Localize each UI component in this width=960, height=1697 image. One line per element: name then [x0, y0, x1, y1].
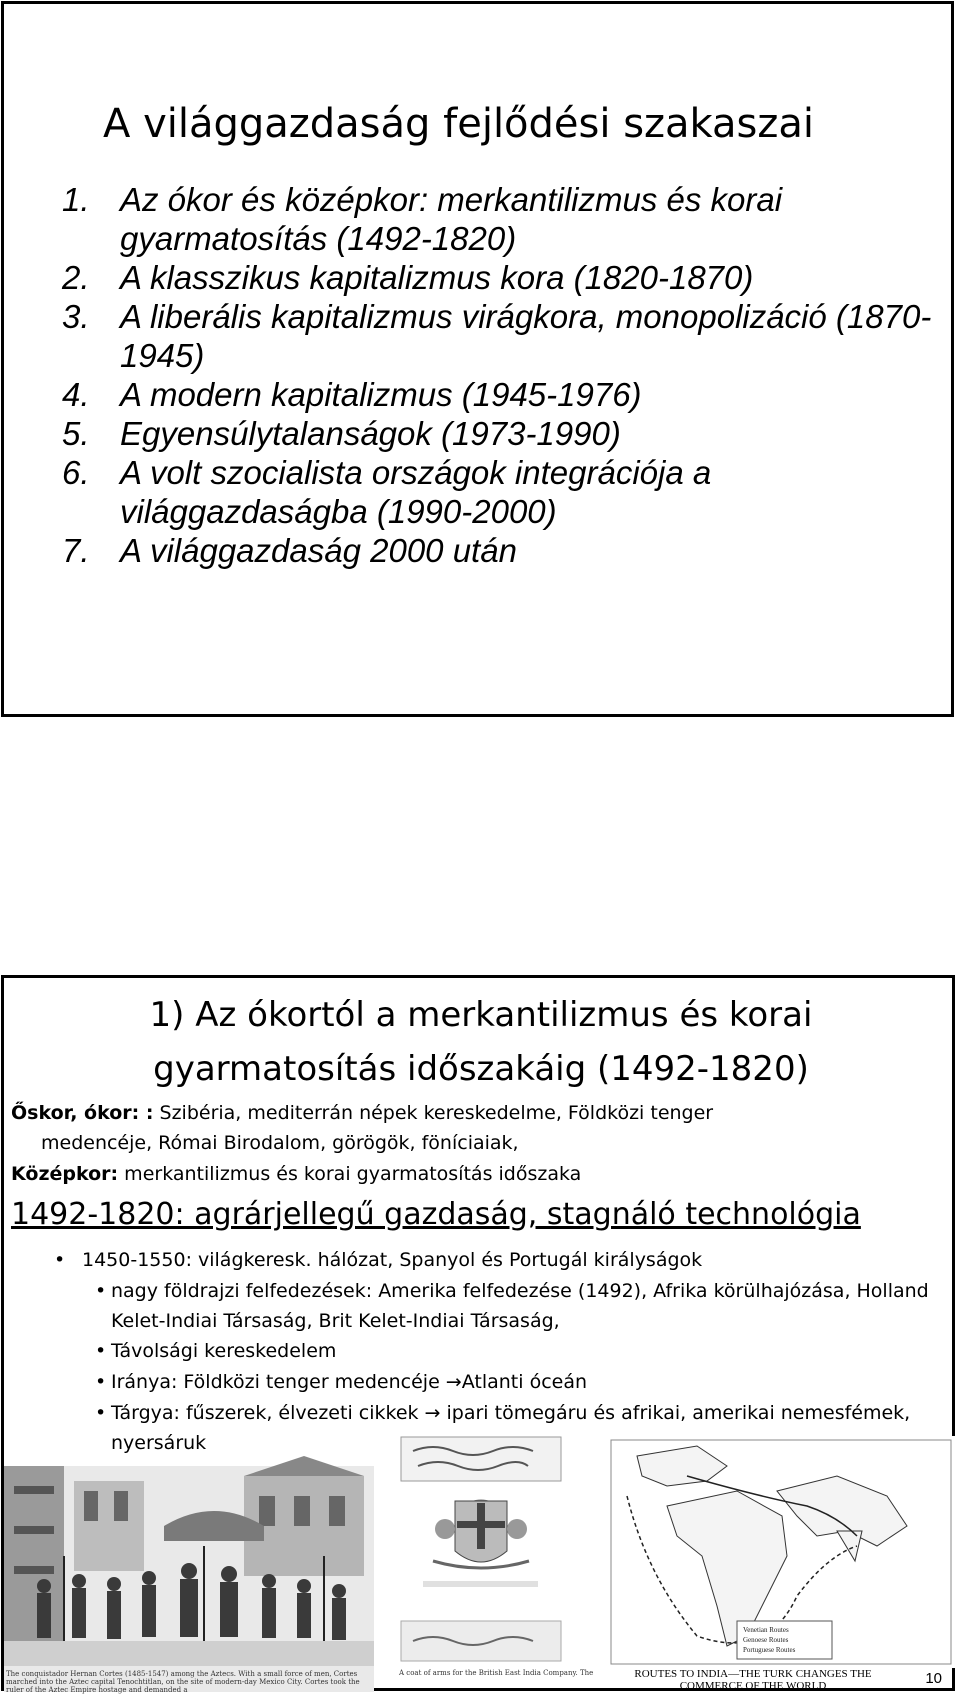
stage-text: Az ókor és középkor: merkantilizmus és korai gyarmatosítás (1492-1820) — [120, 181, 783, 257]
map-legend-portuguese: Portuguese Routes — [743, 1646, 796, 1654]
sub-bullet — [95, 1336, 941, 1366]
stage-item — [62, 180, 942, 258]
stage-item — [62, 375, 942, 414]
bullet-level-1 — [54, 1245, 703, 1275]
map-caption-line-2: COMMERCE OF THE WORLD — [679, 1680, 827, 1692]
sub-bullet — [95, 1276, 941, 1336]
bullet-level-1-text: 1450-1550: világkeresk. hálózat, Spanyol és Portugál királyságok — [82, 1249, 703, 1271]
bullet-dot-icon: • — [95, 1340, 107, 1362]
stage-item — [62, 297, 942, 375]
slide-2-title-line-1: 1) Az ókortól a merkantilizmus és korai — [149, 995, 813, 1035]
sub-bullet — [95, 1367, 941, 1397]
stage-number: 6. — [62, 454, 90, 491]
bullet-dot-icon: • — [54, 1249, 66, 1271]
stage-text: A volt szocialista országok integrációja a világgazdaságba (1990-2000) — [120, 454, 712, 530]
stage-text: A liberális kapitalizmus virágkora, monopolizáció (1870-1945) — [120, 298, 932, 374]
cortes-engraving-image — [4, 1466, 374, 1692]
stage-text: A világgazdaság 2000 után — [120, 532, 517, 569]
middle-ages-label: Középkor: — [11, 1163, 119, 1185]
page-number-bottom: 10 — [925, 1670, 942, 1687]
stage-text: A klasszikus kapitalizmus kora (1820-1870) — [120, 259, 754, 296]
stage-number: 1. — [62, 181, 90, 218]
stage-item — [62, 414, 942, 453]
coat-of-arms-illustration — [393, 1431, 568, 1684]
sub-bullet-text: Távolsági kereskedelem — [111, 1340, 337, 1362]
bullet-dot-icon: • — [95, 1280, 107, 1302]
coat-of-arms-caption: A coat of arms for the British East India Company. The — [399, 1669, 594, 1677]
map-caption — [618, 1668, 888, 1692]
stage-text: A modern kapitalizmus (1945-1976) — [120, 376, 642, 413]
slide-1-title: A világgazdaság fejlődési szakaszai — [103, 101, 814, 147]
engraving-caption: The conquistador Hernan Cortes (1485-1547) among the Aztecs. With a small force of men, Cortes marched into the Aztec capital Tenochtitlan, on the site of modern-day Mexico City. Cortes took the ruler of the Aztec Empire hostage and demanded a — [6, 1670, 360, 1694]
engraving-illustration — [4, 1466, 374, 1692]
stage-number: 4. — [62, 376, 90, 413]
ancient-era-text: Szibéria, mediterrán népek kereskedelme, Földközi tenger — [153, 1102, 714, 1124]
period-headline: 1492-1820: agrárjellegű gazdaság, stagnáló technológia — [11, 1197, 861, 1232]
stage-number: 5. — [62, 415, 90, 452]
map-legend-genoese: Genoese Routes — [743, 1636, 789, 1644]
stage-number: 7. — [62, 532, 90, 569]
slide-1 — [1, 1, 954, 717]
stage-item — [62, 453, 942, 531]
ancient-era-continuation: medencéje, Római Birodalom, görögök, föníciaiak, — [41, 1132, 519, 1154]
trade-routes-map-image — [607, 1436, 955, 1668]
stage-text: Egyensúlytalanságok (1973-1990) — [120, 415, 621, 452]
bullet-dot-icon: • — [95, 1371, 107, 1393]
routes-map-illustration — [607, 1436, 955, 1668]
middle-ages-text: merkantilizmus és korai gyarmatosítás időszaka — [118, 1163, 582, 1185]
coat-of-arms-image — [393, 1431, 594, 1684]
stage-item — [62, 258, 942, 297]
map-legend-venetian: Venetian Routes — [743, 1626, 789, 1634]
bullet-dot-icon: • — [95, 1402, 107, 1424]
stage-number: 3. — [62, 298, 90, 335]
stage-number: 2. — [62, 259, 90, 296]
sub-bullet-text: Tárgya: fűszerek, élvezeti cikkek → ipari tömegáru és afrikai, amerikai nemesfémek, nyersáruk — [111, 1402, 911, 1454]
stages-list — [62, 180, 942, 570]
sub-bullet-text: Iránya: Földközi tenger medencéje →Atlanti óceán — [111, 1371, 588, 1393]
slide-2-title — [4, 988, 958, 1096]
sub-bullet-text: nagy földrajzi felfedezések: Amerika felfedezése (1492), Afrika körülhajózása, Holland Kelet-Indiai Társaság, Brit Kelet-Indiai Társaság, — [111, 1280, 929, 1332]
ancient-era-label: Őskor, ókor: : — [11, 1102, 154, 1124]
ancient-era-paragraph — [11, 1098, 713, 1128]
stage-item — [62, 531, 942, 570]
slide-2-title-line-2: gyarmatosítás időszakáig (1492-1820) — [153, 1049, 809, 1089]
map-caption-line-1: ROUTES TO INDIA—THE TURK CHANGES THE — [634, 1668, 872, 1680]
middle-ages-paragraph — [11, 1159, 581, 1189]
